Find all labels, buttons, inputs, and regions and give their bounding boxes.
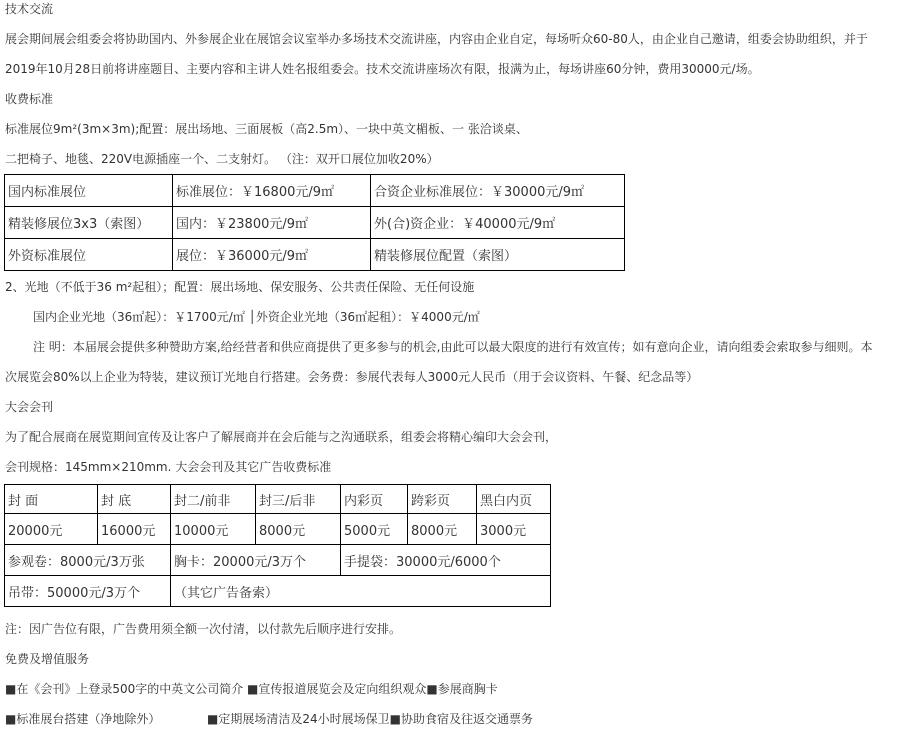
table-cell: 精装修展位配置（索图） [371, 239, 625, 271]
journal-line-2: 会刊规格：145mm×210mm. 大会会刊及其它广告收费标准 [5, 460, 332, 474]
table-cell: 外(合)资企业：￥40000元/9㎡ [371, 207, 625, 239]
space-note-1: 注 明：本届展会提供多种赞助方案,给经营者和供应商提供了更多参与的机会,由此可以最大限度的进行有效宣传；如有意向企业，请向组委会索取参与细则。本 [33, 340, 873, 354]
table-cell: 精装修展位3x3（索图） [5, 207, 173, 239]
tech-line-2: 2019年10月28日前将讲座题目、主要内容和主讲人姓名报组委会。技术交流讲座场次有限，报满为止，每场讲座60分钟，费用30000元/场。 [5, 62, 760, 76]
table-header-cell: 黑白内页 [477, 485, 551, 514]
services-title: 免费及增值服务 [5, 652, 90, 666]
table-header-cell: 封二/前非 [171, 485, 256, 514]
journal-note: 注：因广告位有限，广告费用须全额一次付清，以付款先后顺序进行安排。 [5, 622, 402, 636]
table-cell: 5000元 [341, 514, 408, 545]
fees-title: 收费标准 [5, 92, 54, 106]
table-cell: 外资标准展位 [5, 239, 173, 271]
tech-title: 技术交流 [5, 2, 54, 16]
table-cell: 20000元 [5, 514, 98, 545]
table-row [5, 239, 625, 271]
table-header-cell: 封 面 [5, 485, 98, 514]
table-cell: 吊带：50000元/3万个 [5, 576, 171, 607]
table-cell: 合资企业标准展位：￥30000元/9㎡ [371, 175, 625, 207]
table-header-cell: 封 底 [98, 485, 171, 514]
journal-title: 大会会刊 [5, 400, 54, 414]
table-row [5, 545, 551, 576]
booth-price-table [4, 174, 625, 271]
table-row [5, 175, 625, 207]
table-cell: 展位：￥36000元/9㎡ [173, 239, 371, 271]
table-row [5, 207, 625, 239]
table-cell: 3000元 [477, 514, 551, 545]
table-cell: 手提袋：30000元/6000个 [341, 545, 551, 576]
services-line-2b: ■定期展场清洁及24小时展场保卫■协助食宿及往返交通票务 [207, 712, 533, 726]
services-line-1: ■在《会刊》上登录500字的中英文公司简介 ■宣传报道展览会及定向组织观众■参展商胸卡 [5, 682, 498, 696]
table-header-cell: 内彩页 [341, 485, 408, 514]
tech-line-1: 展会期间展会组委会将协助国内、外参展企业在展馆会议室举办多场技术交流讲座，内容由企业自定，每场听众60-80人，由企业自己邀请，组委会协助组织，并于 [5, 32, 868, 46]
table-cell: 国内标准展位 [5, 175, 173, 207]
table-cell: 标准展位：￥16800元/9㎡ [173, 175, 371, 207]
space-note-2: 次展览会80%以上企业为特装，建议预订光地自行搭建。会务费：参展代表每人3000元人民币（用于会议资料、午餐、纪念品等） [5, 370, 699, 384]
table-row [5, 485, 551, 514]
services-line-2a: ■标准展台搭建（净地除外） [5, 712, 161, 726]
table-header-cell: 封三/后非 [256, 485, 341, 514]
table-cell: 参观卷：8000元/3万张 [5, 545, 171, 576]
table-row [5, 514, 551, 545]
table-cell: 8000元 [256, 514, 341, 545]
table-cell: 10000元 [171, 514, 256, 545]
journal-price-table [4, 484, 551, 607]
table-row [5, 576, 551, 607]
table-header-cell: 跨彩页 [408, 485, 477, 514]
table-cell: 胸卡：20000元/3万个 [171, 545, 341, 576]
journal-line-1: 为了配合展商在展览期间宣传及让客户了解展商并在会后能与之沟通联系，组委会将精心编印大会会刊， [5, 430, 558, 444]
table-cell: 16000元 [98, 514, 171, 545]
table-cell: （其它广告备索） [171, 576, 551, 607]
space-line-2: 国内企业光地（36㎡起）：￥1700元/㎡ │外资企业光地（36㎡起租）：￥4000元/㎡ [33, 310, 480, 324]
table-cell: 8000元 [408, 514, 477, 545]
table-cell: 国内：￥23800元/9㎡ [173, 207, 371, 239]
space-line-1: 2、光地（不低于36 m²起租）；配置：展出场地、保安服务、公共责任保险、无任何设施 [5, 280, 475, 294]
fees-line-2: 二把椅子、地毯、220V电源插座一个、二支射灯。 （注：双开口展位加收20%） [5, 152, 439, 166]
fees-line-1: 标准展位9m²(3m×3m);配置：展出场地、三面展板（高2.5m）、一块中英文楣板、一 张洽谈桌、 [5, 122, 528, 136]
